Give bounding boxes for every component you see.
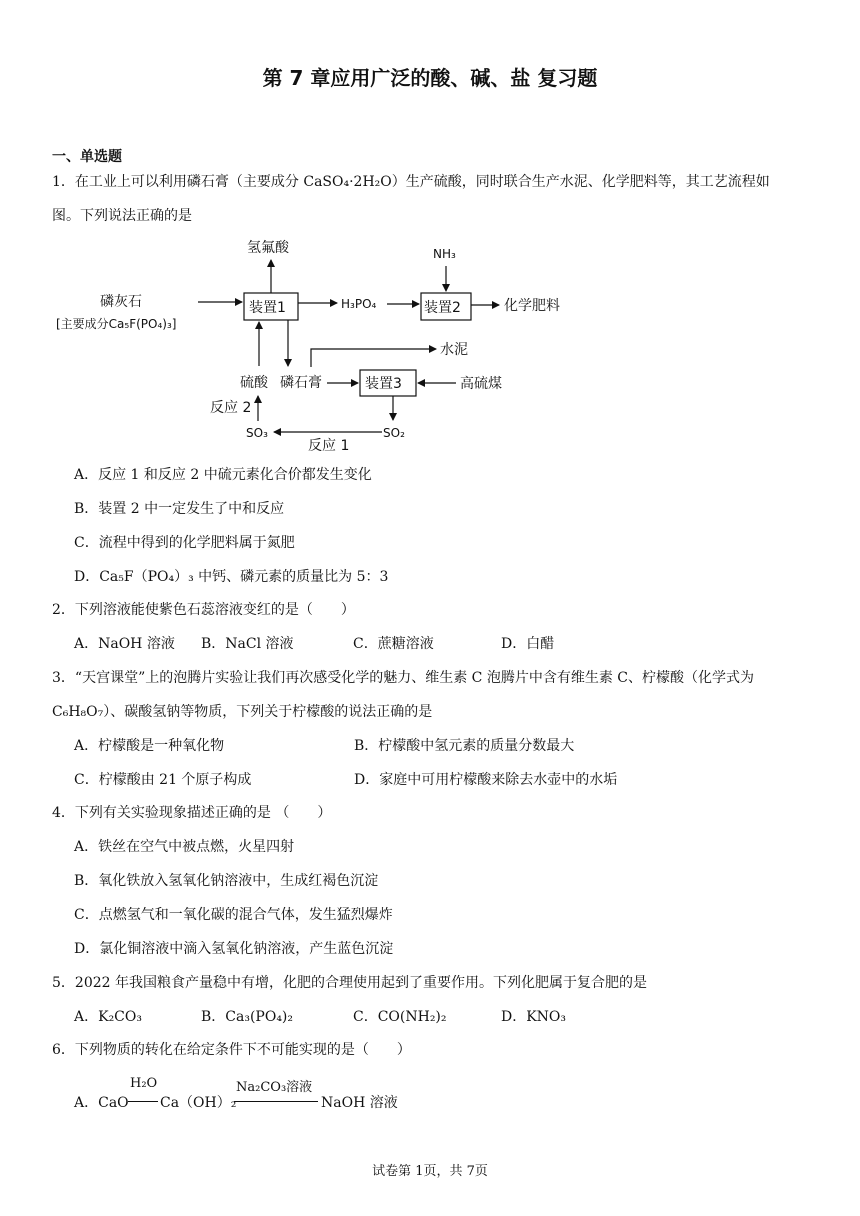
so2-label: SO₂ [383,426,405,440]
q6-a-arrow1 [128,1101,158,1102]
q5-stem: 5．2022 年我国粮食产量稳中有增，化肥的合理使用起到了重要作用。下列化肥属于复合肥的是 [52,975,647,991]
q6-option-a[interactable] [74,1074,494,1114]
q4-option-a[interactable]: A．铁丝在空气中被点燃，火星四射 [74,839,295,855]
q2-option-d[interactable]: D．白醋 [501,636,555,652]
h3po4-label: H₃PO₄ [341,297,377,311]
q1-option-a[interactable]: A．反应 1 和反应 2 中硫元素化合价都发生变化 [74,467,372,483]
q6-a-product: NaOH 溶液 [321,1095,398,1111]
q3-stem-line1: 3．“天宫课堂”上的泡腾片实验让我们再次感受化学的魅力、维生素 C 泡腾片中含有维生素 C、柠檬酸（化学式为 [52,670,754,686]
reaction2-label: 反应 2 [210,400,252,416]
cement-label: 水泥 [440,342,468,358]
hydrofluoric-acid-label: 氢氟酸 [247,240,289,256]
q2-stem: 2．下列溶液能使紫色石蕊溶液变红的是（ ） [52,602,355,618]
q5-option-d[interactable]: D．KNO₃ [501,1009,567,1025]
q4-option-b[interactable]: B．氧化铁放入氢氧化钠溶液中，生成红褐色沉淀 [74,873,379,889]
q6-a-condition2: Na₂CO₃溶液 [236,1080,313,1095]
q1-stem-line2: 图。下列说法正确的是 [52,208,192,224]
q4-option-d[interactable]: D．氯化铜溶液中滴入氢氧化钠溶液，产生蓝色沉淀 [74,941,394,957]
q6-a-condition1: H₂O [130,1076,158,1091]
section-heading: 一、单选题 [52,149,122,165]
reaction1-label: 反应 1 [308,438,350,451]
q3-option-d[interactable]: D．家庭中可用柠檬酸来除去水壶中的水垢 [354,772,618,788]
q6-a-arrow2 [234,1101,318,1102]
process-flow-diagram [52,236,572,451]
device1-label: 装置1 [249,300,286,316]
q1-option-c[interactable]: C．流程中得到的化学肥料属于氮肥 [74,535,295,551]
q2-option-c[interactable]: C．蔗糖溶液 [353,636,434,652]
q3-option-b[interactable]: B．柠檬酸中氢元素的质量分数最大 [354,738,575,754]
gypsum-label: 磷石膏 [280,375,322,391]
device3-label: 装置3 [365,376,402,392]
nh3-label: NH₃ [433,247,456,261]
high-sulfur-coal-label: 高硫煤 [460,376,502,392]
q6-stem: 6．下列物质的转化在给定条件下不可能实现的是（ ） [52,1042,411,1058]
q1-option-b[interactable]: B．装置 2 中一定发生了中和反应 [74,501,285,517]
q1-stem-line1: 1．在工业上可以利用磷石膏（主要成分 CaSO₄·2H₂O）生产硫酸，同时联合生产水泥、化学肥料等，其工艺流程如 [52,174,770,190]
q4-stem: 4．下列有关实验现象描述正确的是 （ ） [52,805,332,821]
q3-option-a[interactable]: A．柠檬酸是一种氧化物 [74,738,225,754]
q5-option-a[interactable]: A．K₂CO₃ [74,1009,142,1025]
q5-option-c[interactable]: C．CO(NH₂)₂ [353,1009,447,1025]
q4-option-c[interactable]: C．点燃氢气和一氧化碳的混合气体，发生猛烈爆炸 [74,907,393,923]
so3-label: SO₃ [246,426,268,440]
page-title: 第 7 章应用广泛的酸、碱、盐 复习题 [262,66,598,90]
q3-stem-line2: C₆H₈O₇）、碳酸氢钠等物质，下列关于柠檬酸的说法正确的是 [52,704,433,720]
q5-option-b[interactable]: B．Ca₃(PO₄)₂ [201,1009,294,1025]
raw-material-label: 磷灰石 [100,294,142,310]
q3-option-c[interactable]: C．柠檬酸由 21 个原子构成 [74,772,252,788]
device2-label: 装置2 [424,300,461,316]
fertilizer-label: 化学肥料 [504,298,560,314]
q6-a-intermediate: Ca（OH）₂ [160,1095,237,1111]
q2-option-a[interactable]: A．NaOH 溶液 [74,636,175,652]
q1-option-d[interactable]: D．Ca₅F（PO₄）₃ 中钙、磷元素的质量比为 5：3 [74,569,389,585]
sulfuric-acid-label: 硫酸 [240,375,268,391]
page-footer: 试卷第 1页，共 7页 [372,1164,488,1179]
q2-option-b[interactable]: B．NaCl 溶液 [201,636,294,652]
raw-material-formula: [主要成分Ca₅F(PO₄)₃] [56,317,177,331]
q6-a-prefix: A．CaO [74,1095,129,1111]
